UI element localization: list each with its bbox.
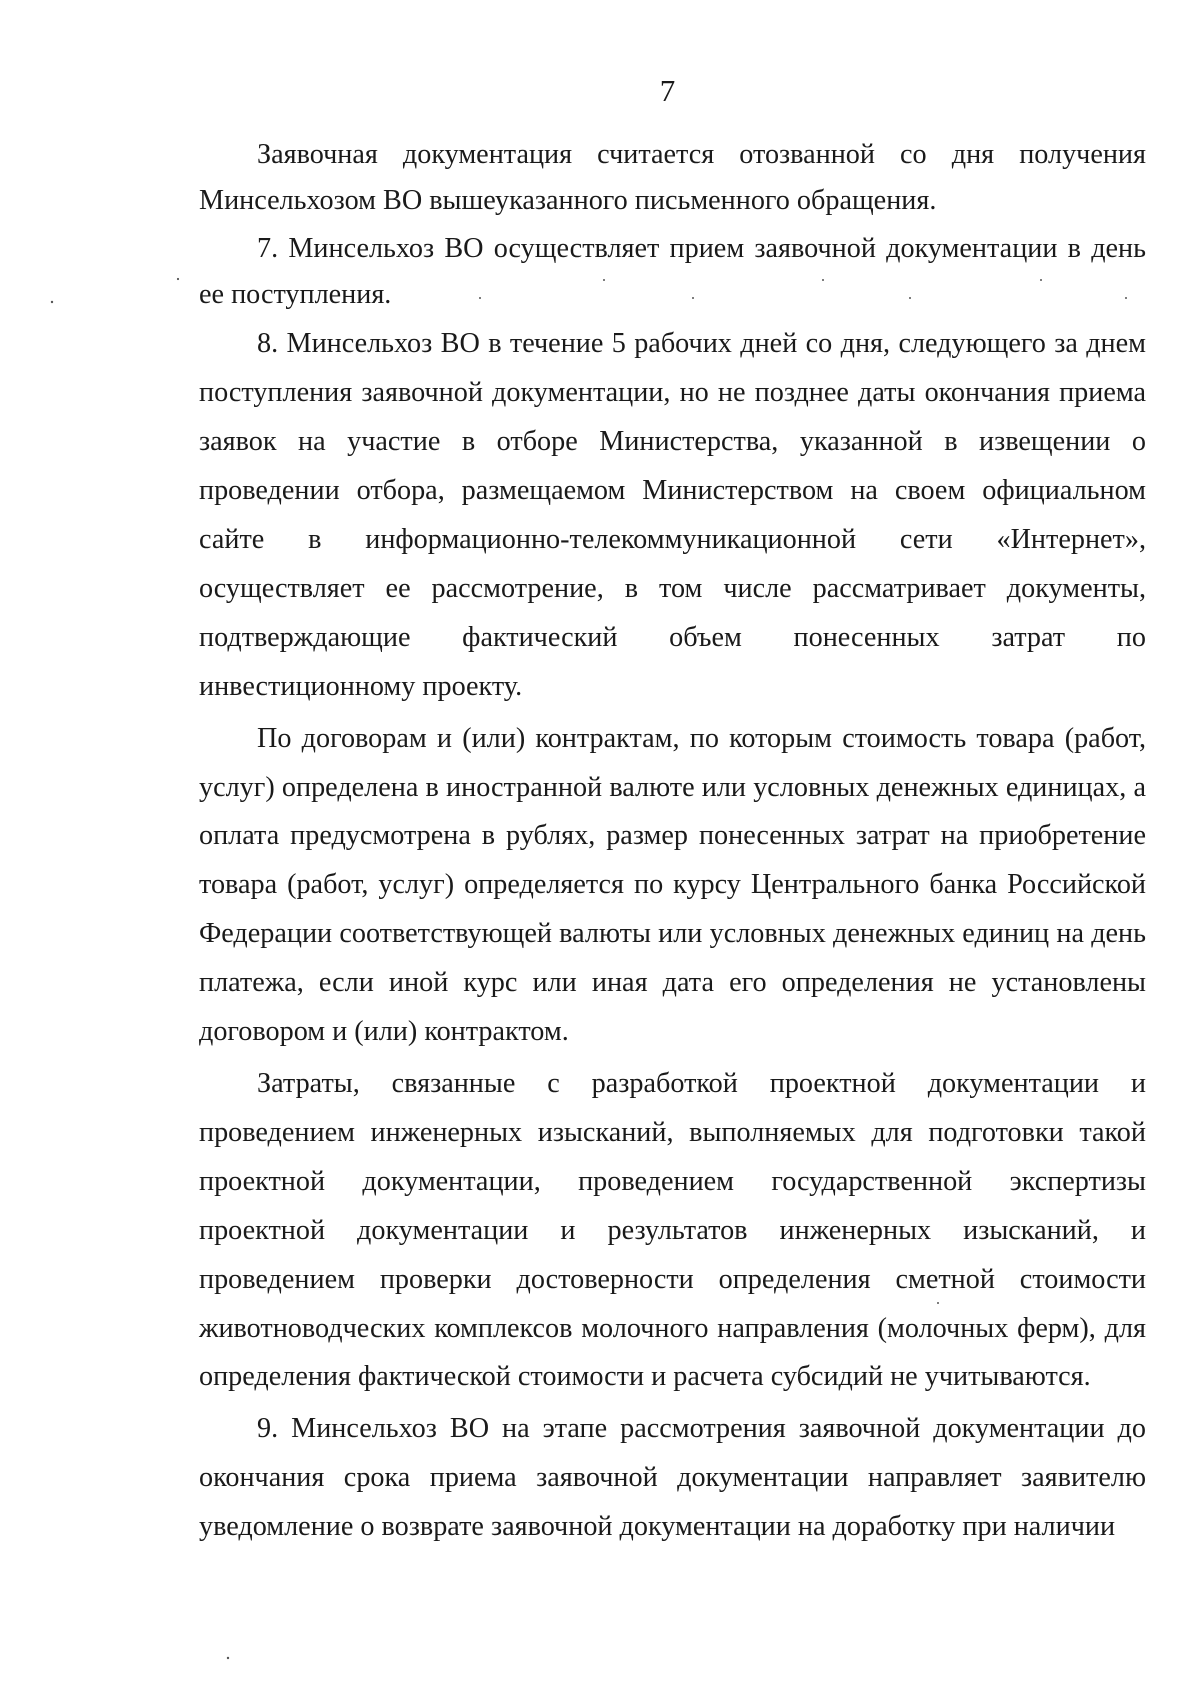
page-number: 7 (659, 73, 676, 108)
paragraph-item-8: 8. Минсельхоз ВО в течение 5 рабочих дней со дня, следующего за днем поступления заявочной документации, но не позднее даты окончания приема заявок на участие в отборе Министерства, указанной в извещении о проведении отбора, размещаемом Министерством на своем официальном сайте в информационно-телекоммуникационной сети «Интернет», осуществляет ее рассмотрение, в том числе рассматривает документы, подтверждающие фактический объем понесенных затрат по инвестиционному проекту. (199, 328, 1146, 702)
document-body (199, 132, 1146, 1552)
paragraph-costs: Затраты, связанные с разработкой проектной документации и проведением инженерных изысканий, выполняемых для подготовки такой проектной документации, проведением государственной экспертизы проектной документации и результатов инженерных изысканий, и проведением проверки достоверности определения сметной стоимости животноводческих комплексов молочного направления (молочных ферм), для определения фактической стоимости и расчета субсидий не учитываются. (199, 1067, 1146, 1393)
paragraph-item-7: 7. Минсельхоз ВО осуществляет прием заявочной документации в день ее поступления. (199, 233, 1146, 310)
paragraph-item-9: 9. Минсельхоз ВО на этапе рассмотрения заявочной документации до окончания срока приема заявочной документации направляет заявителю уведомление о возврате заявочной документации на доработку при наличии (199, 1413, 1146, 1543)
paragraph-withdrawal: Заявочная документация считается отозванной со дня получения Минсельхозом ВО вышеуказанного письменного обращения. (199, 139, 1146, 216)
paragraph-contracts: По договорам и (или) контрактам, по которым стоимость товара (работ, услуг) определена в иностранной валюте или условных денежных единицах, а оплата предусмотрена в рублях, размер понесенных затрат на приобретение товара (работ, услуг) определяется по курсу Центрального банка Российской Федерации соответствующей валюты или условных денежных единиц на день платежа, если иной курс или иная дата его определения не установлены договором и (или) контрактом. (199, 722, 1146, 1048)
